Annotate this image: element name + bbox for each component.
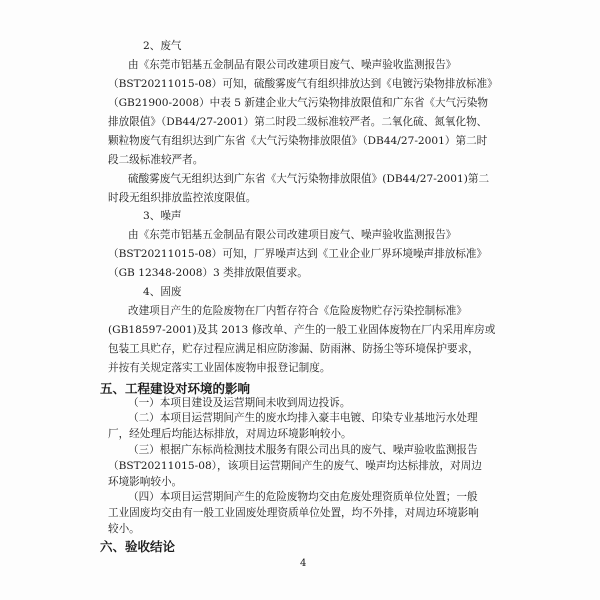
paragraph-line: （二）本项目运营期间产生的废水均排入豪丰电镀、印染专业基地污水处理 bbox=[128, 412, 478, 425]
paragraph-line: （GB 12348-2008）3 类排放限值要求。 bbox=[108, 267, 308, 280]
section-heading-acceptance-conclusion: 六、验收结论 bbox=[100, 538, 176, 554]
section-title-solid-waste: 4、固废 bbox=[143, 286, 182, 299]
paragraph-line: 并按有关规定落实工业固体废物申报登记制度。 bbox=[108, 361, 331, 374]
paragraph-line: （一）本项目建设及运营期间未收到周边投诉。 bbox=[128, 396, 351, 409]
paragraph-line: （四）本项目运营期间产生的危险废物均交由危废处理资质单位处置；一般 bbox=[128, 491, 478, 504]
section-title-noise: 3、噪声 bbox=[143, 210, 182, 223]
paragraph-line: 颗粒物废气有组织达到广东省《大气污染物排放限值》（DB44/27-2001）第二时 bbox=[108, 134, 488, 147]
paragraph-line: （BST20211015-08）可知，硫酸雾废气有组织排放达到《电镀污染物排放标准》 bbox=[108, 77, 498, 90]
page-number: 4 bbox=[300, 557, 307, 569]
paragraph-line: （GB21900-2008）中表 5 新建企业大气污染物排放限值和广东省《大气污染物 bbox=[108, 96, 488, 109]
paragraph-line: 由《东莞市铝基五金制品有限公司改建项目废气、噪声验收监测报告》 bbox=[128, 58, 457, 71]
paragraph-line: （BST20211015-08），该项目运营期间产生的废气、噪声均达标排放，对周边 bbox=[108, 459, 482, 472]
paragraph-line: 硫酸雾废气无组织达到广东省《大气污染物排放限值》(DB44/27-2001)第二 bbox=[128, 172, 490, 185]
paragraph-line: 改建项目产生的危险废物在厂内暂存符合《危险废物贮存污染控制标准》 bbox=[128, 305, 467, 318]
paragraph-line: 环境影响较小。 bbox=[108, 475, 183, 488]
paragraph-line: （三）根据广东标尚检测技术服务有限公司出具的废气、噪声验收监测报告 bbox=[128, 444, 478, 456]
paragraph-line: 段二级标准较严者。 bbox=[108, 153, 204, 166]
paragraph-line: 工业固废均交由有一般工业固废处理资质单位处置，均不外排，对周边环境影响 bbox=[108, 507, 479, 520]
paragraph-line: 由《东莞市铝基五金制品有限公司改建项目废气、噪声验收监测报告》 bbox=[128, 229, 457, 242]
section-title-waste-gas: 2、废气 bbox=[143, 40, 182, 52]
section-heading-environmental-impact: 五、工程建设对环境的影响 bbox=[100, 380, 251, 396]
paragraph-line: 时段无组织排放监控浓度限值。 bbox=[108, 191, 257, 204]
paragraph-line: 厂，经处理后均能达标排放，对周边环境影响较小。 bbox=[108, 428, 352, 441]
paragraph-line: 排放限值》（DB44/27-2001）第二时段二级标准较严者。二氧化硫、氮氧化物、 bbox=[108, 115, 488, 128]
paragraph-line: 包装工具贮存，贮存过程应满足相应防渗漏、防雨淋、防扬尘等环境保护要求， bbox=[108, 343, 479, 355]
paragraph-line: （BST20211015-08）可知，厂界噪声达到《工业企业厂界环境噪声排放标准》 bbox=[108, 248, 488, 261]
paragraph-line: 较小。 bbox=[108, 522, 140, 535]
paragraph-line: (GB18597-2001)及其 2013 修改单、产生的一般工业固体废物在厂内采用库房或 bbox=[108, 324, 496, 337]
